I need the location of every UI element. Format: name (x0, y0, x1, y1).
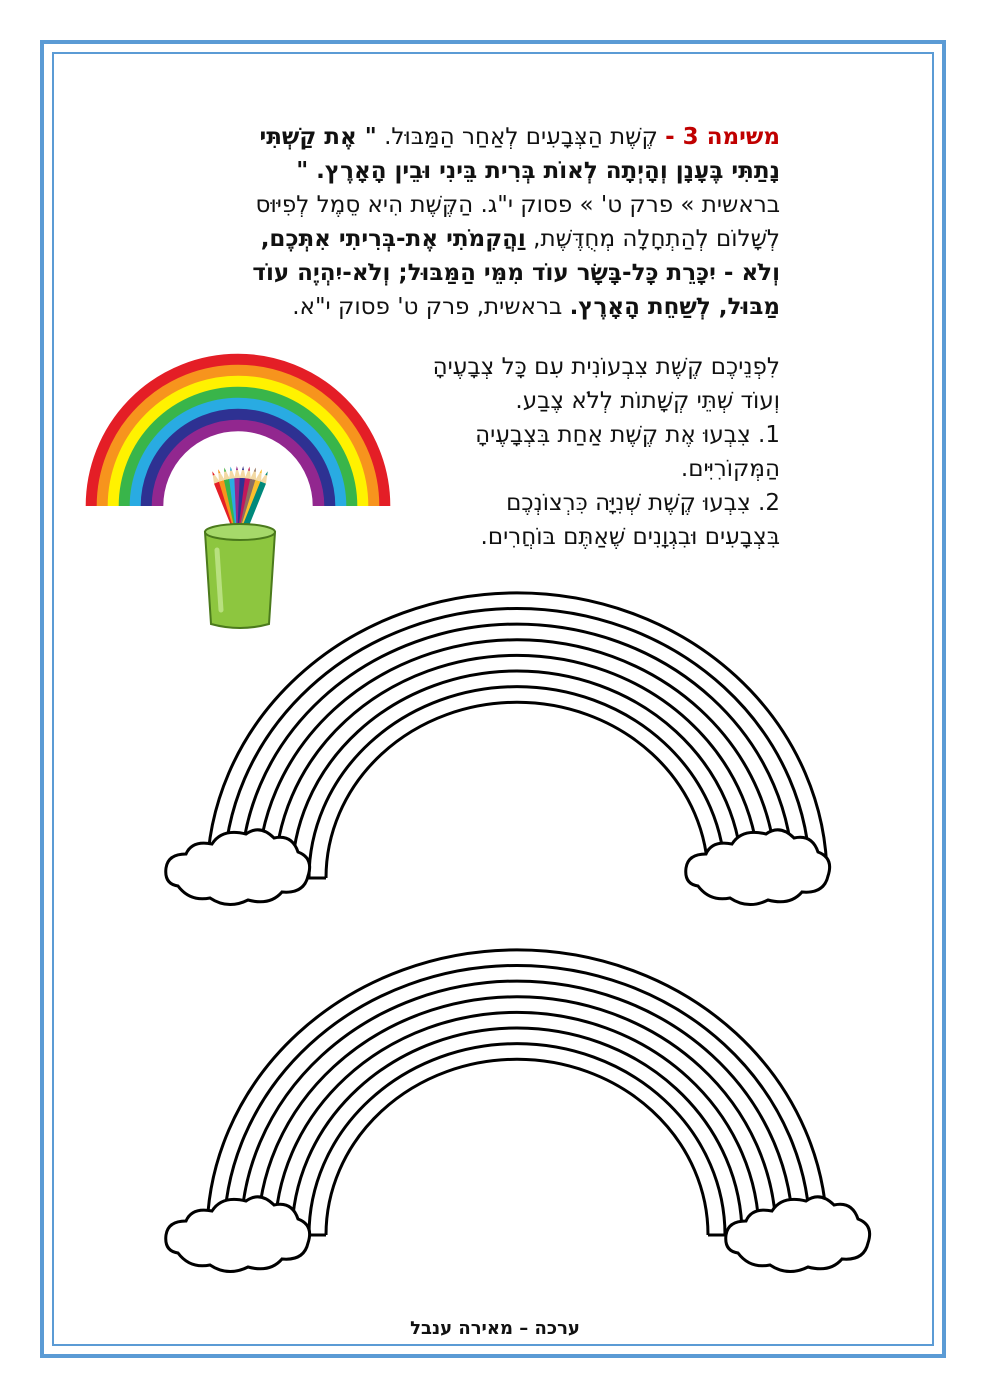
instruction-line-3: 1. צִבְעוּ אֶת קֶשֶׁת אַחַת בִּצְבָעֶיהָ (475, 422, 780, 448)
rainbow-outline-arc (309, 1044, 725, 1235)
intro-line-6 (252, 290, 780, 324)
instructions (433, 350, 780, 554)
instruction-line-1: לִפְנֵיכֶם קֶשֶׁת צִבְעוֹנִית עִם כָּל צְבָעֶיהָ (432, 354, 780, 380)
rainbow-outline-icon (162, 588, 872, 933)
intro-line-4-quote: וַהֲקִמֹתִי אֶת-בְּרִיתִי אִתְּכֶם, (260, 226, 526, 252)
rainbow-outline-arc (224, 608, 810, 878)
cloud-icon (166, 1197, 310, 1272)
intro-line-1-text: קֶשֶׁת הַצְּבָעִים לְאַחַר הַמַּבּוּל. (376, 124, 666, 150)
intro-line-6-text: בראשית, פרק ט' פסוק י"א. (292, 294, 570, 320)
cloud-icon (166, 830, 310, 905)
intro-line-4-text: לְשָׁלוֹם לְהַתְחָלָה מְחֻדֶּשֶׁת, (525, 226, 780, 252)
rainbow-outline-arc (326, 702, 708, 878)
cloud-icon (726, 1197, 870, 1272)
intro-line-6-quote: מַבּוּל, לְשַׁחֵת הָאָרֶץ. (569, 294, 780, 320)
intro-line-4 (252, 222, 780, 256)
task-intro (252, 120, 780, 324)
intro-line-5: וְלֹא - יִכָּרֵת כָּל-בָּשָׂר עוֹד מִמֵּי הַמַּבּוּל; וְלֹא-יִהְיֶה עוֹד (252, 260, 780, 286)
rainbow-outline-arc (258, 997, 776, 1235)
cloud-icon (686, 830, 830, 905)
intro-line-2: נָתַתִּי בֶּעָנָן וְהָיְתָה לְאוֹת בְּרִית בֵּינִי וּבֵין הָאָרֶץ. " (296, 158, 780, 184)
rainbow-outline-arc (241, 981, 793, 1235)
rainbow-outline-arc (207, 950, 827, 1235)
instruction-line-5: 2. צִבְעוּ קֶשֶׁת שְׁנִיָּה כִּרְצוֹנְכֶם (506, 490, 780, 516)
rainbow-outline-arc (224, 965, 810, 1235)
rainbow-outline-arc (309, 687, 725, 878)
instruction-line-4: הַמְּקוֹרִיִּים. (680, 456, 780, 482)
author-credit: ערכה – מאירה ענבל (410, 1318, 580, 1339)
rainbow-outline-icon (162, 945, 872, 1290)
task-label: משימה 3 - (665, 124, 780, 150)
rainbow-outline-arc (207, 593, 827, 878)
instruction-line-2: וְעוֹד שְׁתֵּי קְשָׁתוֹת לְלֹא צֶבַע. (515, 388, 780, 414)
intro-line-1 (252, 120, 780, 154)
intro-line-1-quote: " אֶת קַשְׁתִּי (259, 124, 377, 150)
rainbow-outline-arc (258, 640, 776, 878)
intro-line-3: בראשית » פרק ט' » פסוק י"ג. הַקֶּשֶׁת הִיא סֵמֶל לְפִיּוּס (255, 192, 780, 218)
instruction-line-6: בִּצְבָעִים וּבִגְוָנִים שֶׁאַתֶּם בּוֹחֲרִים. (480, 524, 780, 550)
rainbow-outline-arc (326, 1059, 708, 1235)
rainbow-outline-arc (241, 624, 793, 878)
